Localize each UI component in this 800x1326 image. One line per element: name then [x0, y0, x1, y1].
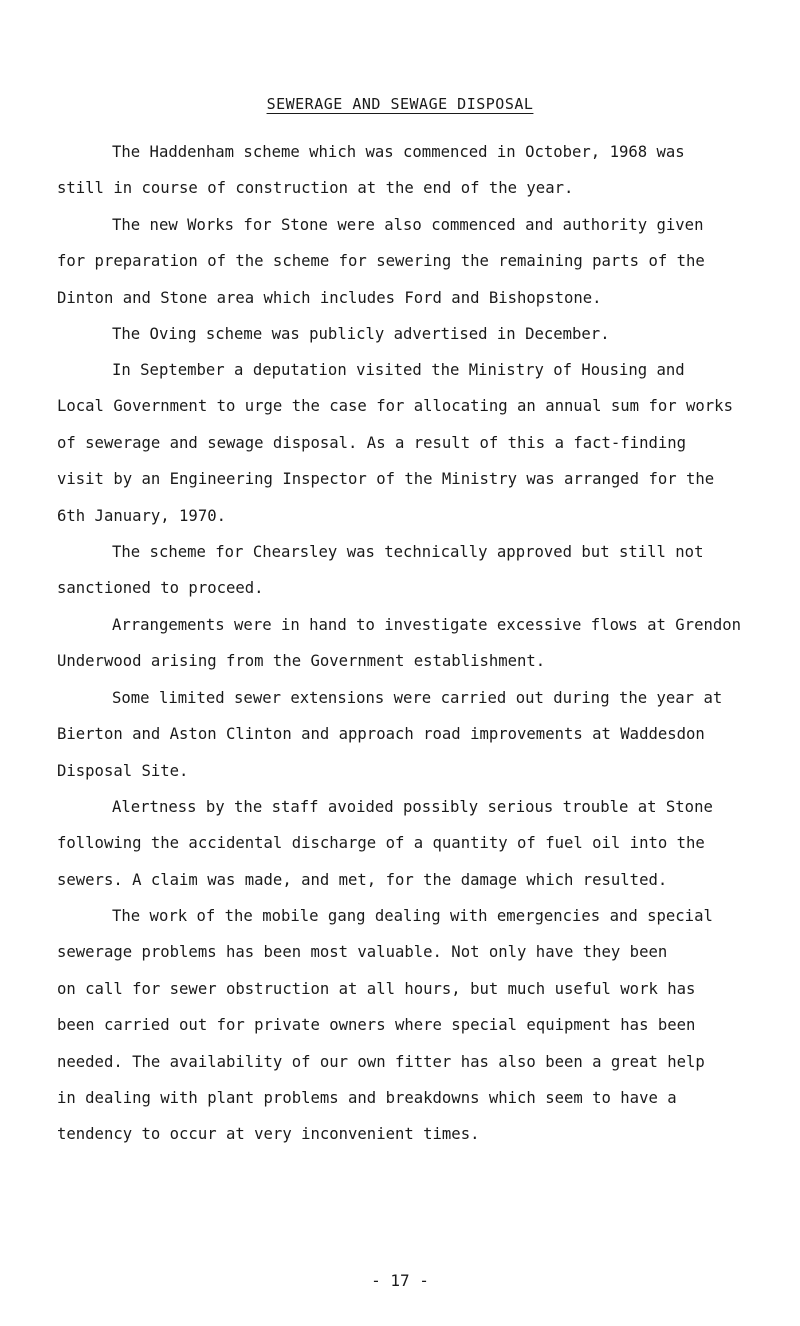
- text-line: Alertness by the staff avoided possibly serious trouble at Stone: [112, 798, 713, 816]
- text-line: The scheme for Chearsley was technically approved but still not: [112, 543, 704, 561]
- text-line: Bierton and Aston Clinton and approach road improvements at Waddesdon: [57, 725, 705, 744]
- text-line: In September a deputation visited the Ministry of Housing and: [112, 361, 685, 379]
- text-line: in dealing with plant problems and breakdowns which seem to have a: [57, 1089, 677, 1108]
- paragraph-sewer-extensions: [57, 680, 792, 789]
- text-line: 6th January, 1970.: [57, 506, 226, 525]
- text-line: The Haddenham scheme which was commenced in October, 1968 was: [112, 143, 685, 161]
- paragraph-haddenham: [57, 134, 792, 207]
- section-heading: [0, 95, 800, 113]
- paragraph-fuel-oil: [57, 789, 792, 898]
- paragraph-mobile-gang: [57, 898, 792, 1153]
- text-line: Disposal Site.: [57, 761, 189, 780]
- paragraph-grendon: [57, 607, 792, 680]
- text-line: been carried out for private owners where special equipment has been: [57, 1016, 696, 1035]
- text-line: Underwood arising from the Government establishment.: [57, 652, 546, 671]
- text-line: sanctioned to proceed.: [57, 579, 264, 598]
- text-line: The new Works for Stone were also commenced and authority given: [112, 216, 704, 234]
- paragraph-deputation: [57, 352, 792, 534]
- text-line: sewerage problems has been most valuable. Not only have they been: [57, 943, 668, 962]
- text-line: Dinton and Stone area which includes Ford and Bishopstone.: [57, 288, 602, 307]
- text-line: Arrangements were in hand to investigate excessive flows at Grendon: [112, 616, 742, 634]
- text-line: for preparation of the scheme for sewering the remaining parts of the: [57, 252, 705, 271]
- text-line: on call for sewer obstruction at all hours, but much useful work has: [57, 979, 696, 998]
- paragraph-chearsley: [57, 534, 792, 607]
- text-line: of sewerage and sewage disposal. As a result of this a fact-finding: [57, 433, 687, 452]
- section-heading-text: SEWERAGE AND SEWAGE DISPOSAL: [266, 95, 534, 113]
- paragraph-stone-works: [57, 207, 792, 316]
- text-line: The Oving scheme was publicly advertised in December.: [112, 325, 610, 343]
- text-line: still in course of construction at the end of the year.: [57, 179, 574, 198]
- text-line: visit by an Engineering Inspector of the Ministry was arranged for the: [57, 470, 715, 489]
- text-line: Local Government to urge the case for allocating an annual sum for works: [57, 397, 733, 416]
- text-line: sewers. A claim was made, and met, for the damage which resulted.: [57, 870, 668, 889]
- text-line: needed. The availability of our own fitter has also been a great help: [57, 1052, 705, 1071]
- paragraph-oving: [112, 316, 792, 352]
- text-line: The work of the mobile gang dealing with emergencies and special: [112, 907, 713, 925]
- text-line: following the accidental discharge of a quantity of fuel oil into the: [57, 834, 705, 853]
- text-line: Some limited sewer extensions were carried out during the year at: [112, 689, 723, 707]
- page-number: - 17 -: [371, 1271, 429, 1290]
- text-line: tendency to occur at very inconvenient times.: [57, 1125, 480, 1144]
